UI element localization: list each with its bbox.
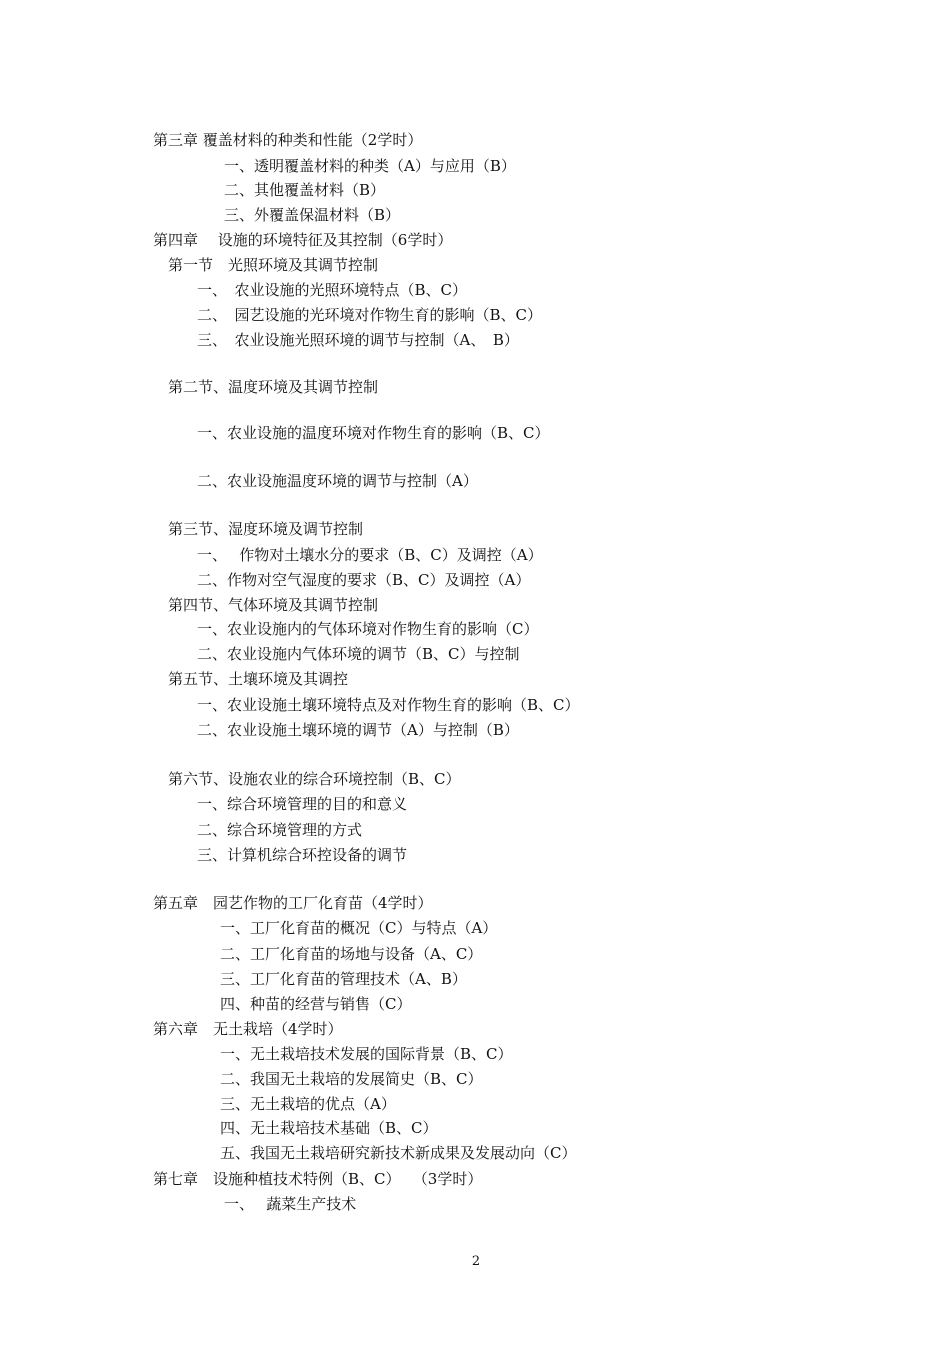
outline-item: 二、 园艺设施的光环境对作物生育的影响（B、C） — [197, 306, 543, 324]
chapter-3-heading: 第三章 覆盖材料的种类和性能（2学时） — [153, 131, 423, 149]
outline-item: 一、 蔬菜生产技术 — [224, 1195, 357, 1213]
outline-item: 二、作物对空气湿度的要求（B、C）及调控（A） — [197, 571, 531, 589]
outline-item: 一、农业设施内的气体环境对作物生育的影响（C） — [197, 620, 539, 638]
outline-item: 二、其他覆盖材料（B） — [224, 181, 386, 199]
section-heading: 第五节、土壤环境及其调控 — [168, 670, 349, 688]
outline-item: 三、无土栽培的优点（A） — [220, 1095, 396, 1113]
outline-item: 一、工厂化育苗的概况（C）与特点（A） — [220, 919, 498, 937]
section-heading: 第四节、气体环境及其调节控制 — [168, 596, 379, 614]
outline-item: 三、外覆盖保温材料（B） — [224, 206, 401, 224]
outline-item: 三、 农业设施光照环境的调节与控制（A、 B） — [197, 331, 519, 349]
outline-item: 三、计算机综合环控设备的调节 — [197, 846, 408, 864]
chapter-7-heading: 第七章 设施种植技术特例（B、C） （3学时） — [153, 1170, 483, 1188]
chapter-5-heading: 第五章 园艺作物的工厂化育苗（4学时） — [153, 894, 433, 912]
outline-item: 二、工厂化育苗的场地与设备（A、C） — [220, 945, 483, 963]
outline-item: 五、我国无土栽培研究新技术新成果及发展动向（C） — [220, 1144, 577, 1162]
outline-item: 二、综合环境管理的方式 — [197, 821, 363, 839]
outline-item: 一、无土栽培技术发展的国际背景（B、C） — [220, 1045, 513, 1063]
section-heading: 第二节、温度环境及其调节控制 — [168, 378, 379, 396]
chapter-6-heading: 第六章 无土栽培（4学时） — [153, 1020, 343, 1038]
outline-item: 一、透明覆盖材料的种类（A）与应用（B） — [224, 157, 516, 175]
outline-item: 四、种苗的经营与销售（C） — [220, 995, 412, 1013]
outline-item: 一、综合环境管理的目的和意义 — [197, 795, 408, 813]
section-heading: 第三节、湿度环境及调节控制 — [168, 520, 364, 538]
outline-item: 三、工厂化育苗的管理技术（A、B） — [220, 970, 467, 988]
outline-item: 二、农业设施土壤环境的调节（A）与控制（B） — [197, 721, 519, 739]
outline-item: 一、农业设施土壤环境特点及对作物生育的影响（B、C） — [197, 696, 580, 714]
chapter-4-heading: 第四章 设施的环境特征及其控制（6学时） — [153, 231, 453, 249]
outline-item: 一、 作物对土壤水分的要求（B、C）及调控（A） — [197, 546, 543, 564]
section-heading: 第六节、设施农业的综合环境控制（B、C） — [168, 770, 461, 788]
outline-item: 四、无土栽培技术基础（B、C） — [220, 1119, 438, 1137]
outline-item: 一、 农业设施的光照环境特点（B、C） — [197, 281, 468, 299]
outline-item: 二、我国无土栽培的发展简史（B、C） — [220, 1070, 483, 1088]
section-heading: 第一节 光照环境及其调节控制 — [168, 256, 379, 274]
outline-item: 一、农业设施的温度环境对作物生育的影响（B、C） — [197, 424, 550, 442]
outline-item: 二、农业设施温度环境的调节与控制（A） — [197, 472, 478, 490]
page-number: 2 — [471, 1254, 481, 1269]
outline-item: 二、农业设施内气体环境的调节（B、C）与控制 — [197, 645, 520, 663]
